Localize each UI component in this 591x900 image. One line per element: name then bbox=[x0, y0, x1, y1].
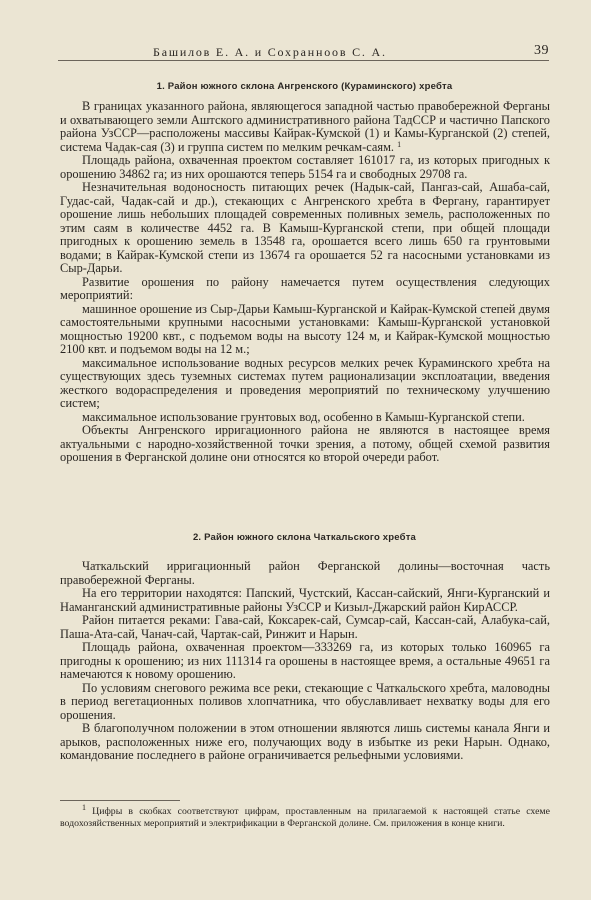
section-2-heading: 2. Район южного склона Чаткальского хребта bbox=[192, 532, 417, 543]
paragraph: Чаткальский ирригационный район Ферганской долины—восточная часть правобережной Ферганы. bbox=[60, 559, 550, 587]
running-header bbox=[58, 38, 549, 61]
paragraph: машинное орошение из Сыр-Дарьи Камыш-Курганской и Кайрак-Кумской степей двумя самостоятельными крупными насосными установками: Камыш-Курганской установкой мощностью 19200 квт., с подъемом воды на высоту 124 м, и Кайрак-Кумской мощностью 2100 квт. и подъемом воды на 12 м.; bbox=[60, 301, 550, 356]
section-2-body bbox=[60, 560, 550, 763]
footnote-mark: 1 bbox=[82, 803, 86, 812]
paragraph: Площадь района, охваченная проектом—333269 га, из которых только 160965 га пригодны к орошению; из них 111314 га орошены в настоящее время, а остальные 49651 га намечаются к новому орошению. bbox=[60, 640, 550, 681]
paragraph: Незначительная водоносность питающих речек (Надык-сай, Пангаз-сай, Ашаба-сай, Гудас-сай, Чадак-сай и др.), стекающих с Ангренского хребта в Фергану, гарантирует орошение лишь небольших площадей современных поливных земель, расположенных по этим саям в количестве 4452 га. В Камыш-Курганской степи, при общей площади пригодных к орошению земель в 13548 га, орошается всего лишь 650 га грунтовыми водами; в Кайрак-Кумской степи из 13674 га орошается 52 га насосными установками из Сыр-Дарьи. bbox=[60, 180, 550, 275]
paragraph: максимальное использование водных ресурсов мелких речек Кураминского хребта на существующих здесь туземных системах путем рационализации эксплоатации, введения жесткого водораспределения и проведения мероприятий по техническому улучшению систем; bbox=[60, 355, 550, 410]
running-title: Башилов Е. А. и Сохранноов С. А. bbox=[153, 45, 387, 59]
paragraph: В благополучном положении в этом отношении являются лишь системы канала Янги и арыков, расположенных ниже его, получающих воду в избытке из реки Нарын. Однако, командование последнего в районе ограничивается рельефными условиями. bbox=[60, 721, 550, 762]
paragraph-text: В границах указанного района, являющегося западной частью правобережной Ферганы и охватывающего земли Аштского административного района ТадССР и частично Папского района УзССР—расположены массивы Кайрак-Кумской (1) и Камы-Курганской (2) степей, система Чадак-сая (3) и группа систем по мелким речкам-саям. bbox=[60, 99, 550, 154]
footnote bbox=[60, 803, 550, 829]
footnote-paragraph bbox=[60, 803, 550, 829]
paragraph: По условиям снегового режима все реки, стекающие с Чаткальского хребта, маловодны в период вегетационных поливов хлопчатника, что обуславливает нехватку воды для его орошения. bbox=[60, 680, 550, 722]
footnote-marker: 1 bbox=[397, 139, 402, 149]
paragraph: На его территории находятся: Папский, Чустский, Кассан-сайский, Янги-Курганский и Наманганский административные районы УзССР и Кизыл-Джарский район КирАССР. bbox=[60, 586, 550, 614]
footnote-divider bbox=[60, 800, 180, 801]
paragraph: Развитие орошения по району намечается путем осуществления следующих мероприятий: bbox=[60, 274, 550, 302]
paragraph bbox=[60, 100, 550, 154]
paragraph: Район питается реками: Гава-сай, Коксарек-сай, Сумсар-сай, Кассан-сай, Алабука-сай, Паша-Ата-сай, Чанач-сай, Чартак-сай, Ринжит и Нарын. bbox=[60, 613, 550, 641]
paragraph: Объекты Ангренского ирригационного района не являются в настоящее время актуальными с народно-хозяйственной точки зрения, а потому, общей схемой развития орошения в Ферганской долине они относятся ко второй очереди работ. bbox=[60, 423, 550, 464]
section-1-body bbox=[60, 100, 550, 465]
section-1-heading: 1. Район южного склона Ангренского (Кураминского) хребта bbox=[156, 81, 453, 92]
paragraph: Площадь района, охваченная проектом составляет 161017 га, из которых пригодных к орошению 34862 га; из них орошаются теперь 5154 га и свободных 29708 га. bbox=[60, 153, 550, 181]
page-number: 39 bbox=[534, 43, 549, 58]
footnote-text: Цифры в скобках соответствуют цифрам, проставленным на прилагаемой к настоящей статье схеме водохозяйственных мероприятий и электрификации в Ферганской долине. См. приложения в конце книги. bbox=[60, 806, 550, 829]
paragraph: максимальное использование грунтовых вод, особенно в Камыш-Курганской степи. bbox=[82, 409, 525, 424]
